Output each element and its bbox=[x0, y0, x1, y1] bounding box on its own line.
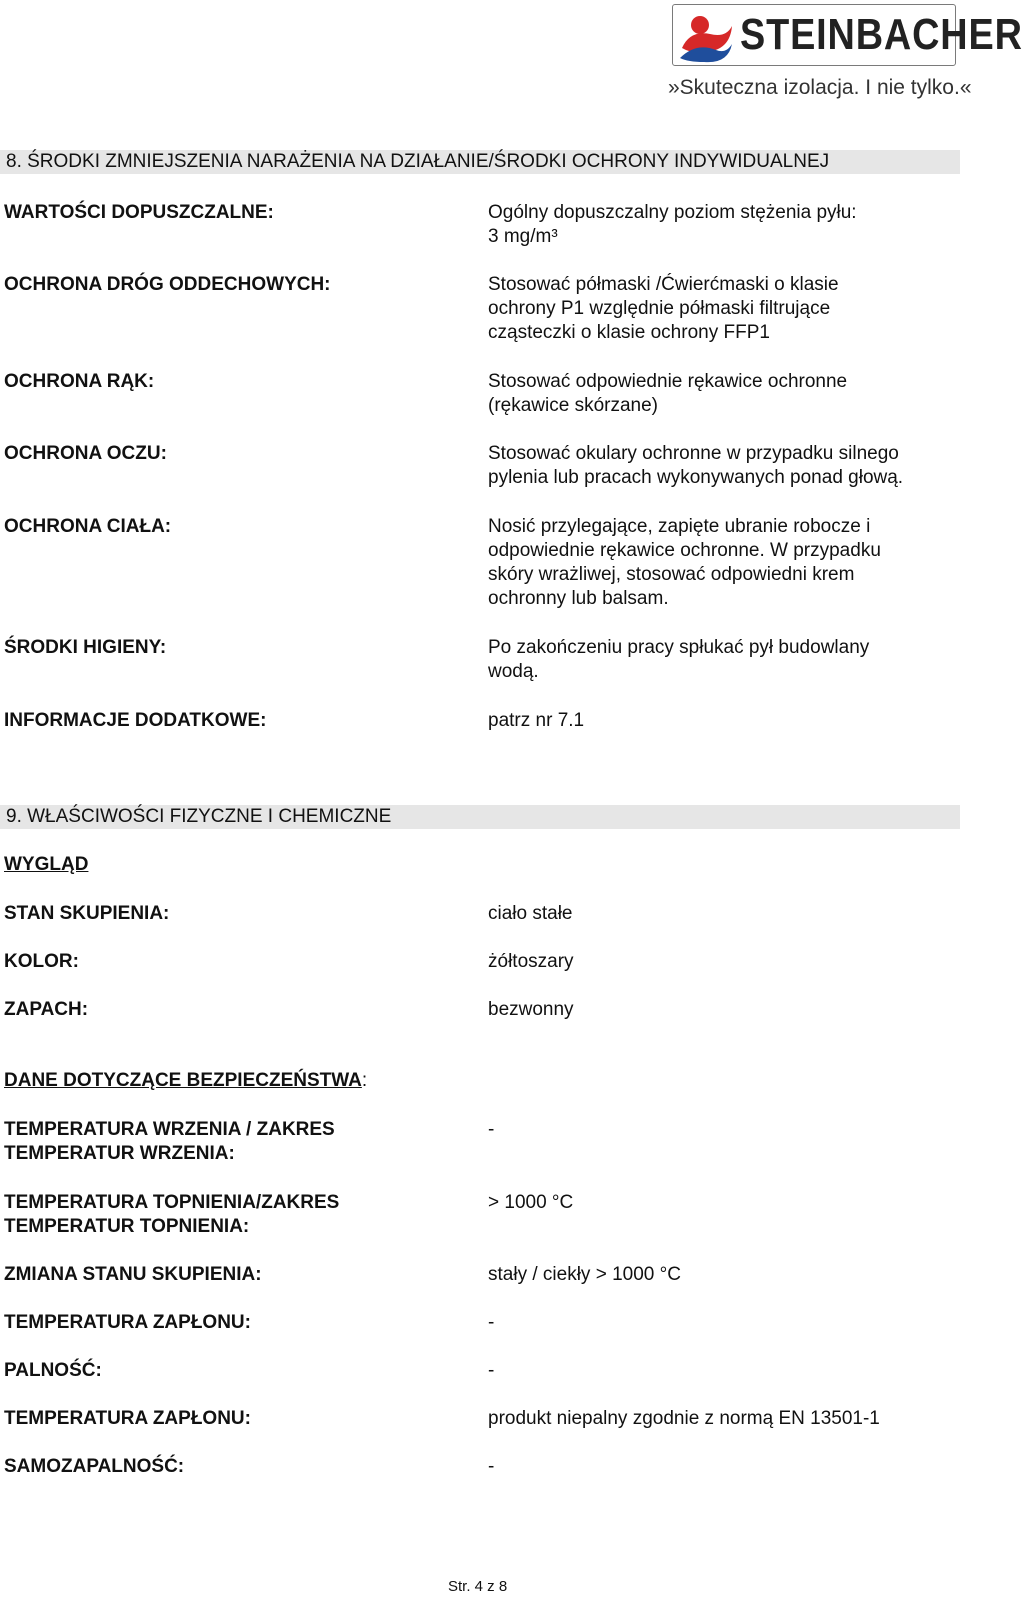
page-number: Str. 4 z 8 bbox=[448, 1578, 508, 1595]
label-flash-point: TEMPERATURA ZAPŁONU: bbox=[4, 1312, 251, 1333]
value-hygiene: Po zakończeniu pracy spłukać pył budowlany wodą. bbox=[488, 637, 870, 682]
label-flash-point-2: TEMPERATURA ZAPŁONU: bbox=[4, 1408, 251, 1429]
value-flash-point: - bbox=[488, 1312, 495, 1333]
steinbacher-logo-icon bbox=[676, 8, 736, 62]
brand-name: STEINBACHER bbox=[740, 10, 1023, 59]
safety-heading-line bbox=[4, 1069, 367, 1093]
label-color: KOLOR: bbox=[4, 951, 79, 972]
label-odor: ZAPACH: bbox=[4, 999, 89, 1020]
label-additional-info: INFORMACJE DODATKOWE: bbox=[4, 710, 267, 731]
label-exposure-limits: WARTOŚCI DOPUSZCZALNE: bbox=[4, 202, 274, 223]
value-flash-point-2: produkt niepalny zgodnie z normą EN 13501-1 bbox=[488, 1408, 880, 1429]
value-respiratory-protection: Stosować półmaski /Ćwierćmaski o klasie ochrony P1 względnie półmaski filtrujące cząsteczki o klasie ochrony FFP1 bbox=[488, 274, 839, 343]
value-body-protection: Nosić przylegające, zapięte ubranie robocze i odpowiednie rękawice ochronne. W przypadku skóry wrażliwej, stosować odpowiedni krem ochronny lub balsam. bbox=[488, 516, 881, 609]
appearance-heading: WYGLĄD bbox=[4, 854, 89, 875]
value-odor: bezwonny bbox=[488, 999, 574, 1020]
label-hand-protection: OCHRONA RĄK: bbox=[4, 371, 155, 392]
value-physical-state: ciało stałe bbox=[488, 903, 573, 924]
value-hand-protection: Stosować odpowiednie rękawice ochronne (rękawice skórzane) bbox=[488, 371, 848, 416]
value-eye-protection: Stosować okulary ochronne w przypadku silnego pylenia lub pracach wykonywanych ponad głową. bbox=[488, 443, 904, 488]
label-respiratory-protection: OCHRONA DRÓG ODDECHOWYCH: bbox=[4, 274, 331, 295]
label-eye-protection: OCHRONA OCZU: bbox=[4, 443, 167, 464]
label-melting-point: TEMPERATURA TOPNIENIA/ZAKRES TEMPERATUR TOPNIENIA: bbox=[4, 1192, 340, 1237]
label-state-change: ZMIANA STANU SKUPIENIA: bbox=[4, 1264, 262, 1285]
value-boiling-point: - bbox=[488, 1119, 495, 1140]
label-hygiene: ŚRODKI HIGIENY: bbox=[4, 637, 167, 658]
label-flammability: PALNOŚĆ: bbox=[4, 1360, 102, 1381]
value-additional-info: patrz nr 7.1 bbox=[488, 710, 585, 731]
label-boiling-point: TEMPERATURA WRZENIA / ZAKRES TEMPERATUR WRZENIA: bbox=[4, 1119, 335, 1164]
label-body-protection: OCHRONA CIAŁA: bbox=[4, 516, 172, 537]
safety-heading: DANE DOTYCZĄCE BEZPIECZEŃSTWA bbox=[4, 1070, 362, 1091]
section-9-title: 9. WŁAŚCIWOŚCI FIZYCZNE I CHEMICZNE bbox=[6, 806, 392, 827]
section-8-title: 8. ŚRODKI ZMNIEJSZENIA NARAŻENIA NA DZIAŁANIE/ŚRODKI OCHRONY INDYWIDUALNEJ bbox=[6, 151, 830, 172]
value-self-ignition: - bbox=[488, 1456, 495, 1477]
safety-heading-colon: : bbox=[361, 1070, 368, 1091]
value-flammability: - bbox=[488, 1360, 495, 1381]
value-state-change: stały / ciekły > 1000 °C bbox=[488, 1264, 681, 1285]
label-physical-state: STAN SKUPIENIA: bbox=[4, 903, 170, 924]
value-melting-point: > 1000 °C bbox=[488, 1192, 574, 1213]
value-exposure-limits: Ogólny dopuszczalny poziom stężenia pyłu: 3 mg/m³ bbox=[488, 202, 857, 247]
value-color: żółtoszary bbox=[488, 951, 574, 972]
brand-slogan: »Skuteczna izolacja. I nie tylko.« bbox=[668, 76, 972, 99]
label-self-ignition: SAMOZAPALNOŚĆ: bbox=[4, 1456, 185, 1477]
